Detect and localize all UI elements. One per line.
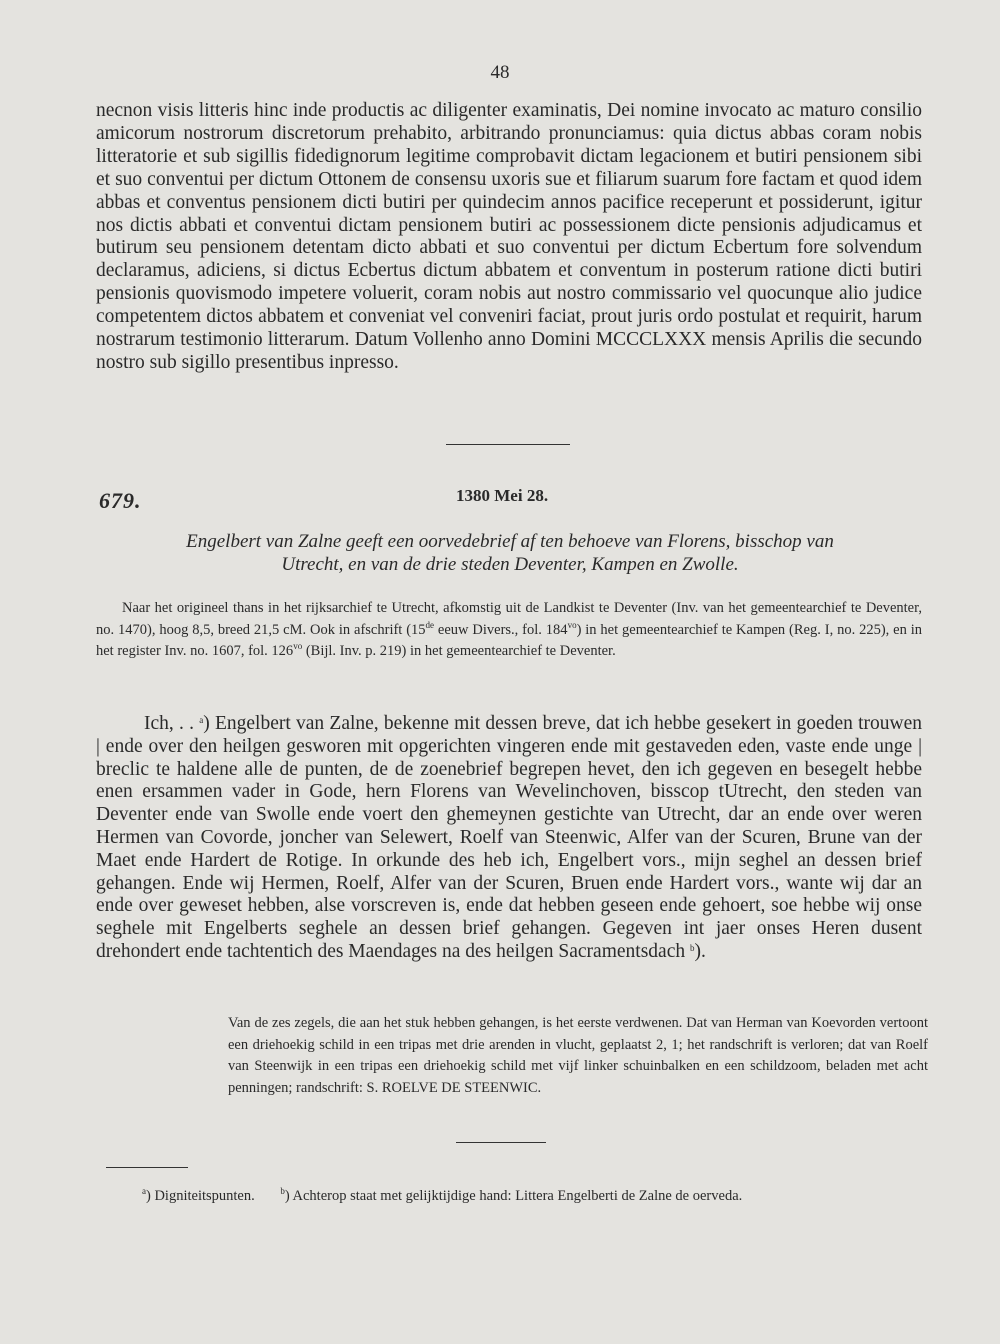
summary-line-1: Engelbert van Zalne geeft een oorvedebrief af ten behoeve van Florens, bisschop van	[186, 531, 834, 552]
page-number: 48	[490, 62, 510, 83]
charter-body	[96, 713, 922, 964]
seal-note-paragraph: Van de zes zegels, die aan het stuk hebben gehangen, is het eerste verdwenen. Dat van Herman van Koevorden vertoont een driehoekig schild in een tripas met drie arenden in vlucht, geplaatst 2, 1; het randschrift is verloren; dat van Roelf van Steenwijk in een tripas een driehoekig schild met vijf linker schuinbalken en een schildzoom, beladen met acht penningen; randschrift: S. ROELVE DE STEENWIC.	[228, 1015, 928, 1096]
source-text-3: ) in het gemeentearchief te Kampen (Reg. I, no. 225), en in het register Inv. no. 1607, fol. 126	[96, 621, 923, 659]
charter-paragraph	[96, 713, 922, 964]
source-text-4: (Bijl. Inv. p. 219) in het gemeentearchief te Deventer.	[302, 643, 616, 659]
source-text-2: eeuw Divers., fol. 184	[434, 621, 568, 638]
seal-note	[228, 1013, 928, 1099]
source-superscript-1: de	[425, 619, 435, 630]
summary-line-2: Utrecht, en van de drie steden Deventer, Kampen en Zwolle.	[281, 554, 739, 575]
footnote-b-mark: b	[280, 1186, 285, 1196]
charter-text-3: ).	[694, 940, 706, 962]
source-superscript-2: vo	[567, 619, 577, 630]
source-text-1: Naar het origineel thans in het rijksarchief te Utrecht, afkomstig uit de Landkist te Deventer (Inv. van het gemeentearchief te Deventer, no. 1470), hoog 8,5, breed 21,5 cM. Ook in afschrift (15	[96, 600, 922, 638]
footnote-b	[280, 1186, 742, 1206]
charter-text-2: ) Engelbert van Zalne, bekenne mit dessen breve, dat ich hebbe gesekert in goeden trouwen | ende over den heilgen gesworen mit opgerichten vingeren ende mit gestaveden eden, vaste ende unge | breclic te haldene alle de punten, de de zoenebrief begrepen hevet, den ich gegeven en besegelt hebbe enen ersammen vader in Gode, hern Florens van Wevelinchoven, bisscop tUtrecht, den steden van Deventer ende van Swolle ende voert den ghemeynen gestichte van Utrecht, dar an ende over weren Hermen van Covorde, joncher van Selewert, Roelf van Steenwic, Alfer van der Scuren, Brune van der Maet ende Hardert de Rotige. In orkunde des heb ich, Engelbert vors., mijn seghel an dessen brief gehangen. Ende wij Hermen, Roelf, Alfer van der Scuren, Bruen ende Hardert vors., wante wij dar an ende over geweset hebben, alse vorscreven is, ende dat hebben geseen ende gehoert, soe hebbe wij onse seghele mit Engelberts seghele an dessen brief gehangen. Gegeven int jaer onses Heren dusent drehondert ende tachtentich des Maendages na des heilgen Sacramentsdach	[96, 713, 922, 962]
footnotes	[142, 1186, 922, 1206]
section-divider	[446, 444, 570, 445]
charter-summary	[120, 530, 900, 576]
footnote-a	[142, 1186, 255, 1206]
footnote-b-text: ) Achterop staat met gelijktijdige hand: Littera Engelberti de Zalne de oerveda.	[284, 1188, 743, 1204]
charter-number: 679.	[99, 488, 142, 513]
footnote-a-text: ) Digniteitspunten.	[146, 1188, 255, 1204]
footnote-divider	[106, 1167, 188, 1168]
source-superscript-3: vo	[293, 641, 303, 651]
source-note	[96, 598, 922, 663]
latin-text-block	[96, 100, 922, 375]
source-paragraph	[96, 598, 922, 663]
latin-paragraph: necnon visis litteris hinc inde productis ac diligenter examinatis, Dei nomine invocato ac maturo consilio amicorum nostrorum discretorum prehabito, arbitrando pronunciamus: quia dictus abbas coram nobis litteratorie et sub sigillis fidedignorum legitime comprobavit dictam legacionem et butiri pensionem sibi et suo conventui per dictum Ottonem de consensu uxoris sue et filiarum suarum fore factam et quod idem abbas et conventus pensionem dicti butiri per quindecim annos pacifice receperunt et possiderunt, igitur nos dictis abbati et conventui dictam pensionem butiri ac possessionem dicte pensionis adjudicamus et butirum seu pensionem detentam dicto abbati et suo conventui per dictum Ecbertum fore solvendum declaramus, adiciens, si dictus Ecbertus dictum abbatem et conventum in posterum ratione dicti butiri pensionis quovismodo impetere voluerit, coram nobis aut nostro commissario vel quocunque alio judice competentem dictos abbatem et conveniat vel conveniri faciat, prout juris ordo postulat et requirit, harum nostrarum testimonio litterarum. Datum Vollenho anno Domini MCCCLXXX mensis Aprilis die secundo nostro sub sigillo presentibus inpresso.	[96, 100, 922, 373]
footnote-a-mark: a	[142, 1186, 146, 1196]
footnote-ref-b: b	[689, 942, 695, 953]
footnote-ref-a: a	[199, 715, 204, 725]
charter-text-1: Ich, . .	[144, 713, 200, 734]
end-divider	[456, 1142, 546, 1143]
charter-date: 1380 Mei 28.	[456, 486, 549, 505]
